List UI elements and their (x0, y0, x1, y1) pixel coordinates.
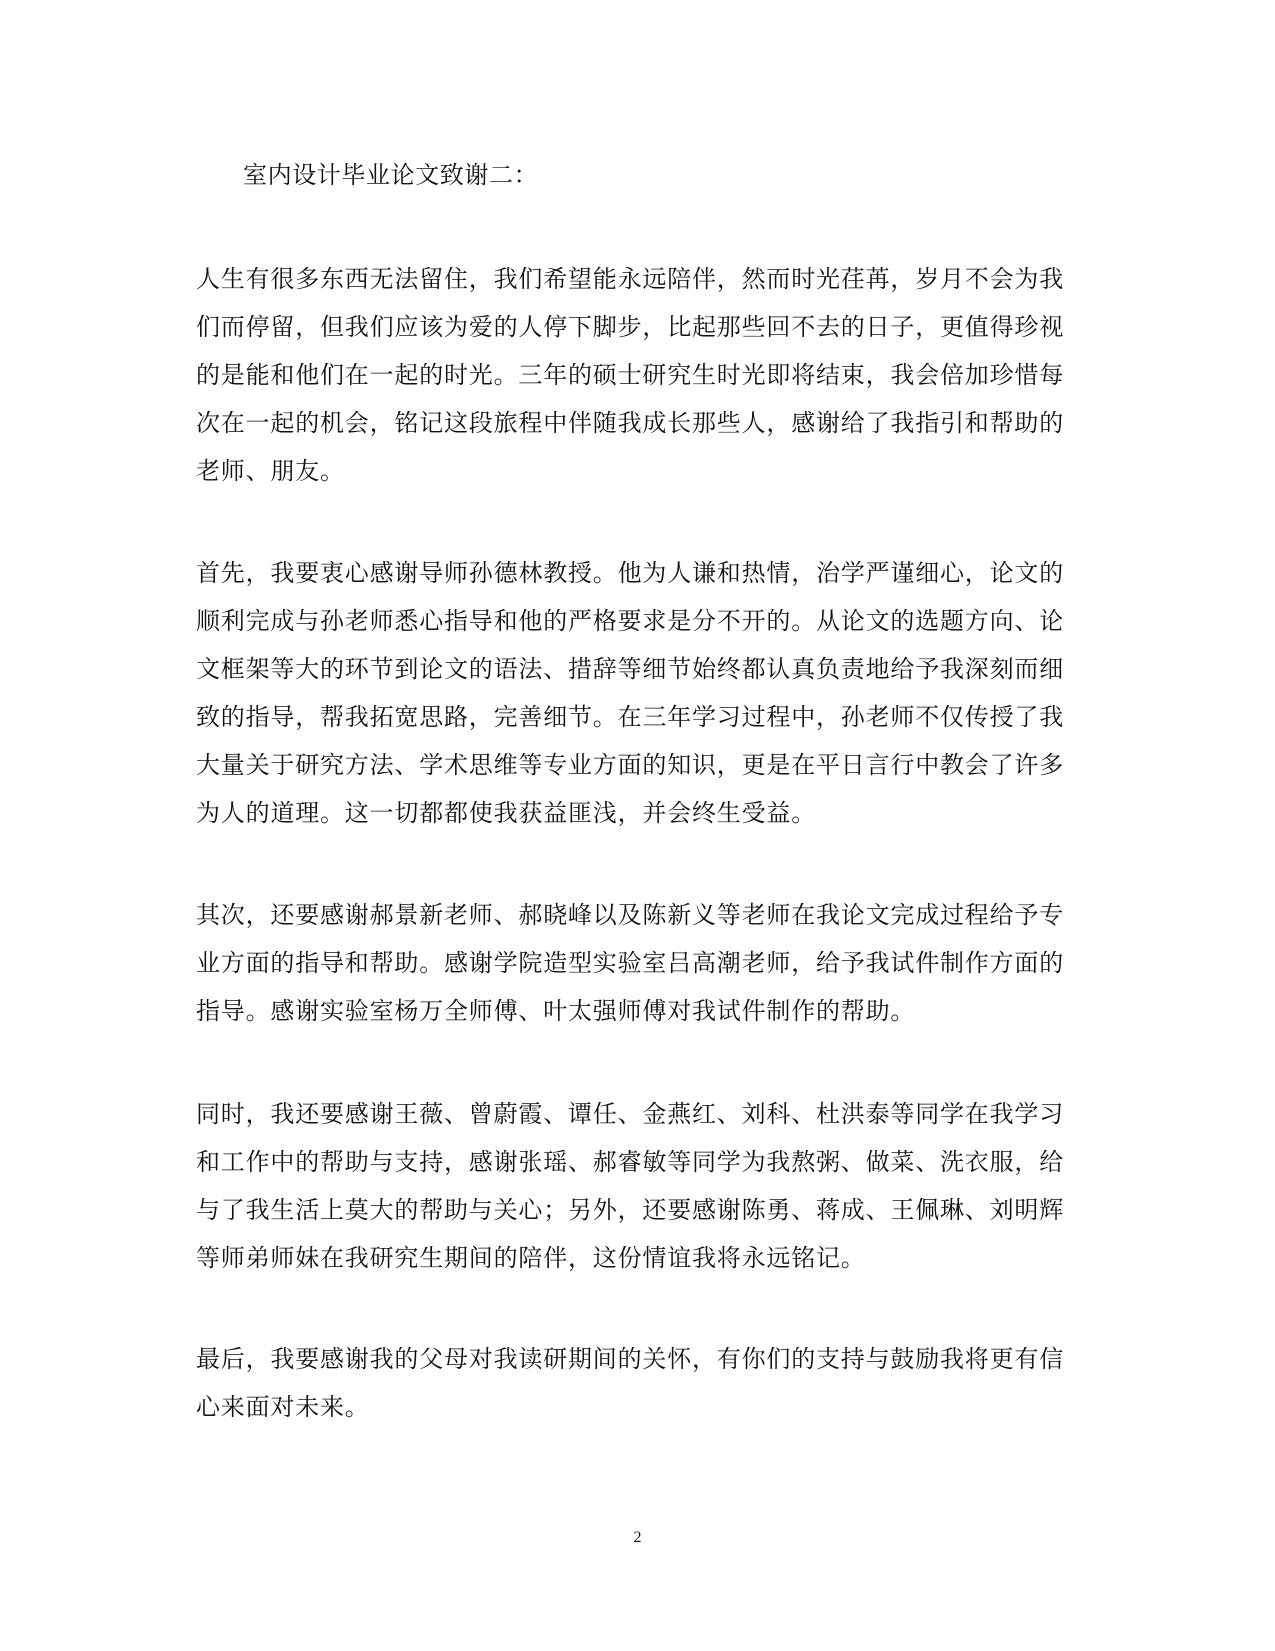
text-line: 次在一起的机会，铭记这段旅程中伴随我成长那些人，感谢给了我指引和帮助的 (196, 409, 1064, 437)
text-line: 人生有很多东西无法留住，我们希望能永远陪伴，然而时光荏苒，岁月不会为我 (196, 265, 1064, 293)
text-line: 心来面对未来。 (196, 1393, 370, 1421)
paragraph-teachers (196, 891, 1076, 1035)
text-line: 致的指导，帮我拓宽思路，完善细节。在三年学习过程中，孙老师不仅传授了我 (196, 703, 1064, 731)
paragraph-parents (196, 1335, 1076, 1431)
paragraph-classmates (196, 1090, 1076, 1282)
text-line: 等师弟师妹在我研究生期间的陪伴，这份情谊我将永远铭记。 (196, 1244, 866, 1272)
text-line: 老师、朋友。 (196, 457, 345, 485)
text-line: 与了我生活上莫大的帮助与关心；另外，还要感谢陈勇、蒋成、王佩琳、刘明辉 (196, 1196, 1064, 1224)
page-number: 2 (633, 1529, 642, 1546)
section-heading: 室内设计毕业论文致谢二： (243, 161, 539, 189)
text-line: 顺利完成与孙老师悉心指导和他的严格要求是分不开的。从论文的选题方向、论 (196, 607, 1064, 635)
paragraph-advisor (196, 549, 1076, 837)
text-line: 指导。感谢实验室杨万全师傅、叶太强师傅对我试件制作的帮助。 (196, 997, 916, 1025)
text-line: 和工作中的帮助与支持，感谢张瑶、郝睿敏等同学为我熬粥、做菜、洗衣服，给 (196, 1148, 1064, 1176)
text-line: 大量关于研究方法、学术思维等专业方面的知识，更是在平日言行中教会了许多 (196, 751, 1064, 779)
text-line: 其次，还要感谢郝景新老师、郝晓峰以及陈新义等老师在我论文完成过程给予专 (196, 901, 1064, 929)
text-line: 最后，我要感谢我的父母对我读研期间的关怀，有你们的支持与鼓励我将更有信 (196, 1345, 1064, 1373)
text-line: 同时，我还要感谢王薇、曾蔚霞、谭任、金燕红、刘科、杜洪泰等同学在我学习 (196, 1100, 1064, 1128)
text-line: 的是能和他们在一起的时光。三年的硕士研究生时光即将结束，我会倍加珍惜每 (196, 361, 1064, 389)
text-line: 文框架等大的环节到论文的语法、措辞等细节始终都认真负责地给予我深刻而细 (196, 655, 1064, 683)
paragraph-intro (196, 255, 1076, 495)
text-line: 业方面的指导和帮助。感谢学院造型实验室吕高潮老师，给予我试件制作方面的 (196, 949, 1064, 977)
text-line: 们而停留，但我们应该为爱的人停下脚步，比起那些回不去的日子，更值得珍视 (196, 313, 1064, 341)
text-line: 为人的道理。这一切都都使我获益匪浅，并会终生受益。 (196, 799, 816, 827)
text-line: 首先，我要衷心感谢导师孙德林教授。他为人谦和热情，治学严谨细心，论文的 (196, 559, 1064, 587)
